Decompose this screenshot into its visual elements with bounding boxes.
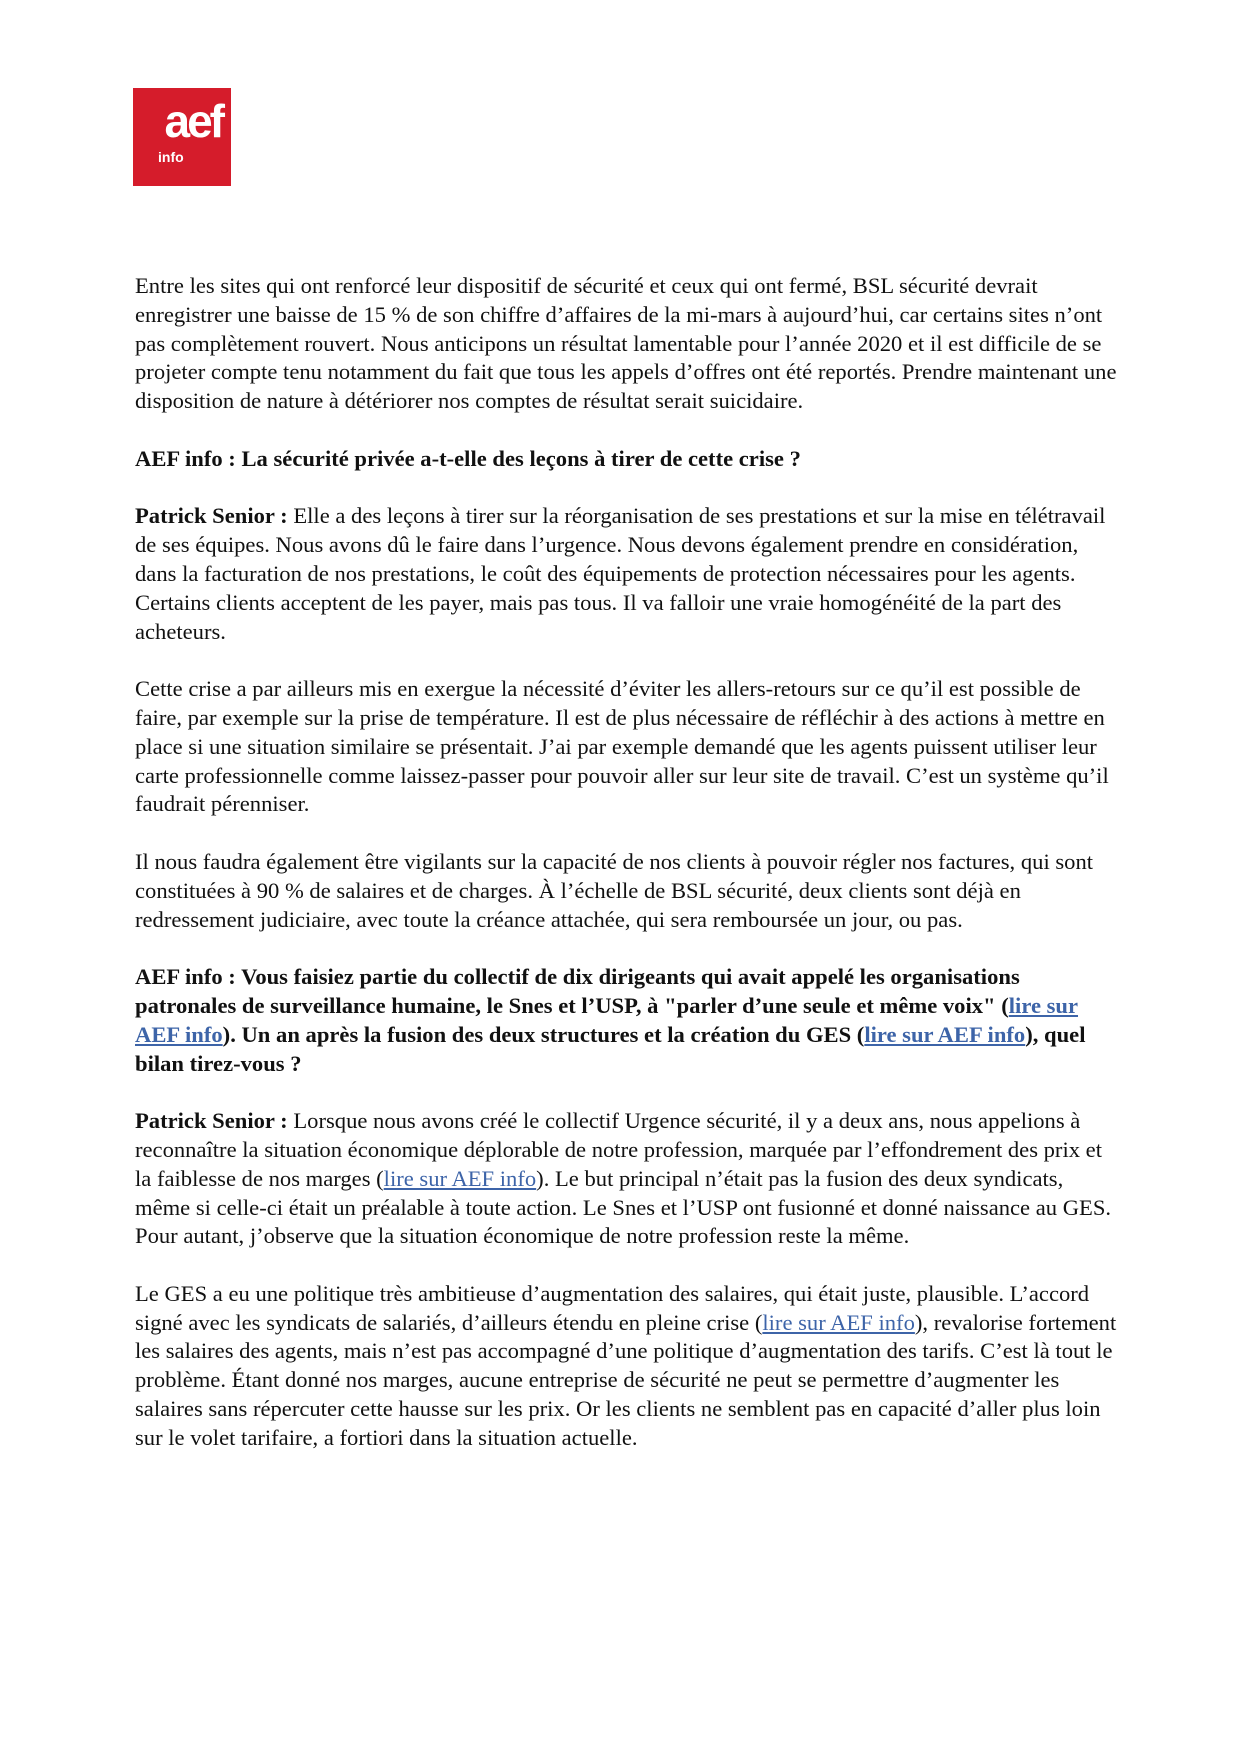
logo-subtitle: info — [158, 149, 184, 165]
aef-info-link[interactable]: lire sur AEF info — [135, 992, 1079, 1047]
aef-info-logo — [133, 88, 231, 186]
aef-info-link[interactable]: lire sur AEF info — [762, 1309, 915, 1335]
answer-2 — [135, 1107, 1120, 1251]
paragraph-text: Cette crise a par ailleurs mis en exergue la nécessité d’éviter les allers-retours sur ce qu’il est possible de faire, par exemple sur la prise de température. Il est de plus nécessaire de réfléchir à des actions à mettre en place si une situation similaire se présentait. J’ai par exemple demandé que les agents puissent utiliser leur carte professionnelle comme laissez-passer pour pouvoir aller sur leur site de travail. C’est un système qu’il faudrait pérenniser. — [135, 676, 1109, 817]
speaker-name: Patrick Senior : — [135, 503, 288, 529]
logo-wordmark: aef — [164, 95, 222, 147]
question-1 — [135, 445, 1120, 474]
article-body — [135, 272, 1120, 1453]
answer-text: Elle a des leçons à tirer sur la réorganisation de ses prestations et sur la mise en télétravail de ses équipes. Nous avons dû le faire dans l’urgence. Nous devons également prendre en considération, dans la facturation de nos prestations, le coût des équipements de protection nécessaires pour les agents. Certains clients acceptent de les payer, mais pas tous. Il va falloir une vraie homogénéité de la part des acheteurs. — [135, 503, 1106, 644]
question-text: AEF info : Vous faisiez partie du collectif de dix dirigeants qui avait appelé les organisations patronales de surveillance humaine, le Snes et l’USP, à "parler d’une seule et même voix" ( — [135, 964, 1020, 1018]
question-text: ). Un an après la fusion des deux structures et la création du GES ( — [222, 1021, 865, 1047]
question-text: AEF info : La sécurité privée a-t-elle des leçons à tirer de cette crise ? — [135, 445, 801, 471]
question-2 — [135, 963, 1120, 1078]
paragraph — [135, 272, 1120, 416]
aef-info-link[interactable]: lire sur AEF info — [383, 1165, 537, 1191]
paragraph — [135, 848, 1120, 934]
paragraph — [135, 675, 1120, 819]
paragraph-text: Entre les sites qui ont renforcé leur dispositif de sécurité et ceux qui ont fermé, BSL sécurité devrait enregistrer une baisse de 15 % de son chiffre d’affaires de la mi-mars à aujourd’hui, car certains sites n’ont pas complètement rouvert. Nous anticipons un résultat lamentable pour l’année 2020 et il est difficile de se projeter compte tenu notamment du fait que tous les appels d’offres ont été reportés. Prendre maintenant une disposition de nature à détériorer nos comptes de résultat serait suicidaire. — [135, 273, 1117, 414]
paragraph-text: Il nous faudra également être vigilants sur la capacité de nos clients à pouvoir régler nos factures, qui sont constituées à 90 % de salaires et de charges. À l’échelle de BSL sécurité, deux clients sont déjà en redressement judiciaire, avec toute la créance attachée, qui sera remboursée un jour, ou pas. — [135, 848, 1094, 932]
answer-1 — [135, 502, 1120, 646]
paragraph-text: ), revalorise fortement les salaires des agents, mais n’est pas accompagné d’une politique d’augmentation des tarifs. C’est là tout le problème. Étant donné nos marges, aucune entreprise de sécurité ne peut se permettre d’augmenter les salaires sans répercuter cette hausse sur les prix. Or les clients ne semblent pas en capacité d’aller plus loin sur le volet tarifaire, a fortiori dans la situation actuelle. — [135, 1309, 1117, 1450]
paragraph-text: Le GES a eu une politique très ambitieuse d’augmentation des salaires, qui était juste, plausible. L’accord signé avec les syndicats de salariés, d’ailleurs étendu en pleine crise ( — [135, 1280, 1090, 1335]
paragraph — [135, 1280, 1120, 1453]
aef-info-link[interactable]: lire sur AEF info — [864, 1021, 1026, 1047]
question-text: ), quel bilan tirez-vous ? — [135, 1021, 1086, 1076]
speaker-name: Patrick Senior : — [135, 1108, 288, 1134]
answer-text: Lorsque nous avons créé le collectif Urgence sécurité, il y a deux ans, nous appelions à reconnaître la situation économique déplorable de notre profession, marquée par l’effondrement des prix et la faiblesse de nos marges ( — [135, 1108, 1102, 1191]
answer-text: ). Le but principal n’était pas la fusion des deux syndicats, même si celle-ci était un préalable à toute action. Le Snes et l’USP ont fusionné et donné naissance au GES. Pour autant, j’observe que la situation économique de notre profession reste la même. — [135, 1165, 1112, 1249]
